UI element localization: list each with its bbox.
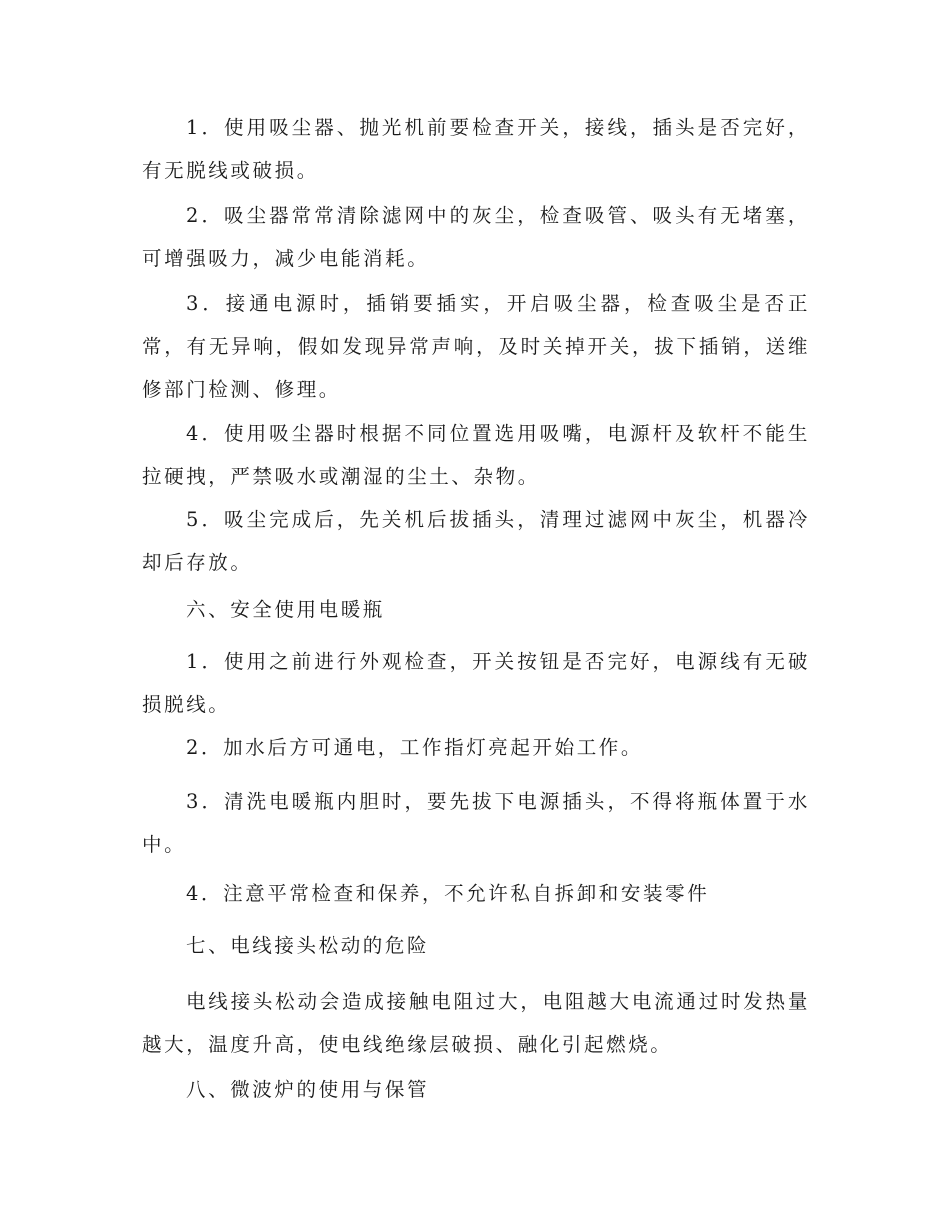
paragraph-kettle-maintenance: 4．注意平常检查和保养，不允许私自拆卸和安装零件: [186, 882, 710, 905]
paragraph-kettle-inspection: 1．使用之前进行外观检查，开关按钮是否完好，电源线有无破损脱线。: [142, 650, 810, 716]
section-heading-loose-wire: 七、电线接头松动的危险: [186, 934, 430, 957]
section-heading-microwave: 八、微波炉的使用与保管: [186, 1078, 430, 1101]
paragraph-vacuum-after-use: 5．吸尘完成后，先关机后拔插头，清理过滤网中灰尘，机器冷却后存放。: [142, 508, 810, 574]
paragraph-vacuum-nozzle: 4．使用吸尘器时根据不同位置选用吸嘴，电源杆及软杆不能生拉硬拽，严禁吸水或潮湿的尘土、杂物。: [142, 422, 810, 488]
paragraph-loose-wire-danger: 电线接头松动会造成接触电阻过大，电阻越大电流通过时发热量越大，温度升高，使电线绝缘层破损、融化引起燃烧。: [142, 990, 810, 1056]
paragraph-vacuum-power-on: 3．接通电源时，插销要插实，开启吸尘器，检查吸尘是否正常，有无异响，假如发现异常声响，及时关掉开关，拔下插销，送维修部门检测、修理。: [142, 292, 810, 401]
section-heading-electric-kettle: 六、安全使用电暖瓶: [186, 598, 385, 621]
paragraph-kettle-cleaning: 3．清洗电暖瓶内胆时，要先拔下电源插头，不得将瓶体置于水中。: [142, 790, 810, 856]
paragraph-vacuum-clean-filter: 2．吸尘器常常清除滤网中的灰尘，检查吸管、吸头有无堵塞，可增强吸力，减少电能消耗。: [142, 204, 810, 270]
paragraph-kettle-power: 2．加水后方可通电，工作指灯亮起开始工作。: [186, 736, 644, 759]
paragraph-vacuum-check-switch: 1．使用吸尘器、抛光机前要检查开关，接线，插头是否完好，有无脱线或破损。: [142, 116, 810, 182]
